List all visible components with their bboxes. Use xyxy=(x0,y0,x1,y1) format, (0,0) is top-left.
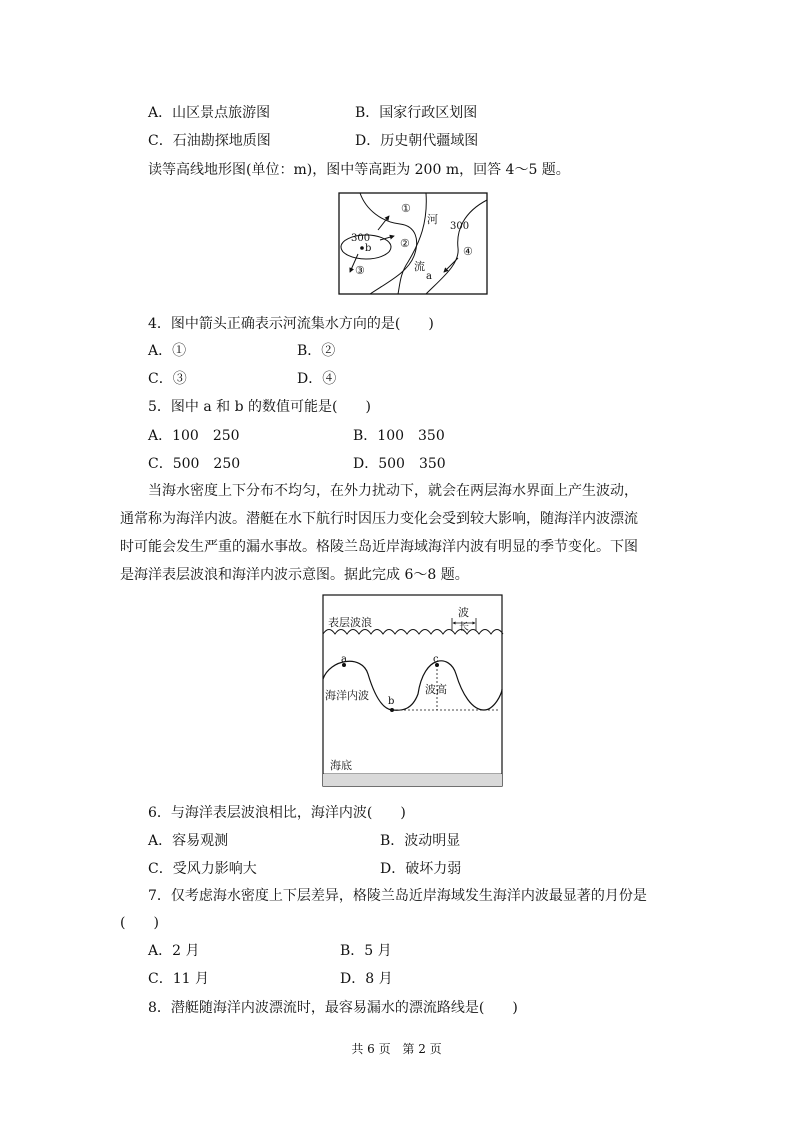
q6-option-d: D．破坏力弱 xyxy=(380,861,462,877)
marker-4: ④ xyxy=(463,245,473,258)
option-d: D．历史朝代疆域图 xyxy=(355,133,479,149)
q4-option-d: D．④ xyxy=(297,371,337,387)
seabed-label: 海底 xyxy=(330,759,352,772)
intro-q4-5: 读等高线地形图(单位：m)，图中等高距为 200 m，回答 4～5 题。 xyxy=(148,162,570,178)
q4-option-a: A．① xyxy=(148,343,187,359)
q6-option-a: A．容易观测 xyxy=(148,833,229,849)
q7-option-d: D．8 月 xyxy=(340,971,393,987)
option-c: C．石油勘探地质图 xyxy=(148,133,271,149)
label-a-wave: a xyxy=(341,654,347,665)
q6-option-b: B．波动明显 xyxy=(380,833,461,849)
contour-300-left: 300 xyxy=(351,233,371,244)
river-label-2: 流 xyxy=(414,260,425,273)
contour-300-right: 300 xyxy=(450,221,470,232)
marker-2: ② xyxy=(400,237,410,250)
passage-line-3: 时可能会发生严重的漏水事故。格陵兰岛近岸海域海洋内波有明显的季节变化。下图 xyxy=(120,539,638,555)
q5-option-a: A．100 250 xyxy=(148,428,240,444)
internal-label: 海洋内波 xyxy=(325,689,369,702)
page-footer xyxy=(0,1041,793,1057)
q7-stem-1: 7．仅考虑海水密度上下层差异，格陵兰岛近岸海域发生海洋内波最显著的月份是 xyxy=(148,888,647,904)
seabed-band xyxy=(323,774,502,786)
footer-page-number: 第 2 页 xyxy=(402,1042,442,1056)
point-b xyxy=(360,246,364,250)
q7-stem-2: ( ) xyxy=(120,915,159,931)
wavelength-label-top: 波 xyxy=(458,606,469,619)
passage-line-1: 当海水密度上下分布不均匀，在外力扰动下，就会在两层海水界面上产生波动， xyxy=(148,483,638,499)
option-b: B．国家行政区划图 xyxy=(355,105,478,121)
footer-total-pages: 共 6 页 xyxy=(351,1042,391,1056)
label-c-wave: c xyxy=(433,654,439,665)
marker-1: ① xyxy=(401,202,411,215)
q7-option-c: C．11 月 xyxy=(148,971,209,987)
q7-option-b: B．5 月 xyxy=(340,943,392,959)
q4-stem: 4．图中箭头正确表示河流集水方向的是( ) xyxy=(148,316,434,332)
passage-line-2: 通常称为海洋内波。潜艇在水下航行时因压力变化会受到较大影响，随海洋内波漂流 xyxy=(120,511,638,527)
q6-stem: 6．与海洋表层波浪相比，海洋内波( ) xyxy=(148,805,406,821)
option-a: A．山区景点旅游图 xyxy=(148,105,271,121)
height-label: 波高 xyxy=(425,683,447,696)
q4-option-c: C．③ xyxy=(148,371,187,387)
label-b: b xyxy=(365,243,372,254)
point-b-wave xyxy=(390,708,394,712)
q5-option-b: B．100 350 xyxy=(353,428,445,444)
passage-line-4: 是海洋表层波浪和海洋内波示意图。据此完成 6～8 题。 xyxy=(120,567,469,583)
label-b-wave: b xyxy=(388,696,395,707)
q5-stem: 5．图中 a 和 b 的数值可能是( ) xyxy=(148,399,371,415)
q8-stem: 8．潜艇随海洋内波漂流时，最容易漏水的漂流路线是( ) xyxy=(148,1000,518,1016)
q5-option-c: C．500 250 xyxy=(148,456,241,472)
label-a: a xyxy=(426,271,432,282)
q7-option-a: A．2 月 xyxy=(148,943,200,959)
surface-label: 表层波浪 xyxy=(328,616,372,629)
q4-option-b: B．② xyxy=(297,343,336,359)
wave-diagram xyxy=(322,594,504,788)
contour-map xyxy=(338,192,490,296)
q5-option-d: D．500 350 xyxy=(353,456,446,472)
marker-3: ③ xyxy=(355,264,365,277)
q6-option-c: C．受风力影响大 xyxy=(148,861,257,877)
wavelength-label-bottom: 长 xyxy=(459,622,469,633)
river-label-1: 河 xyxy=(427,213,438,226)
